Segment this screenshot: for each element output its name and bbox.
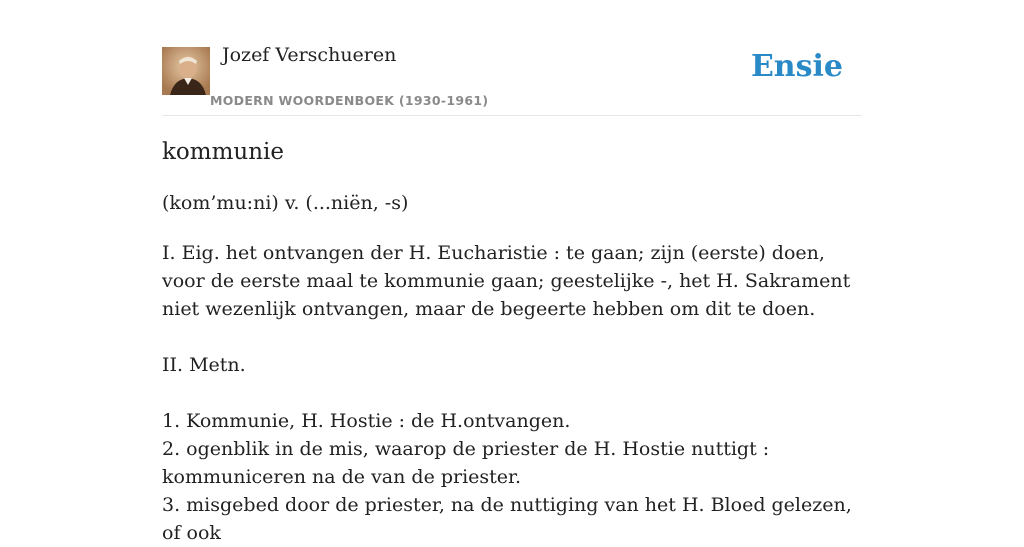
definition-paragraph: I. Eig. het ontvangen der H. Eucharistie : te gaan; zijn (eerste) doen, voor de eerste maal te kommunie gaan; geestelijke -, het H. Sakrament niet wezenlijk ontvangen, maar de begeerte hebben om dit te doen. [162,242,851,320]
definition-item: 3. misgebed door de priester, na de nuttiging van het H. Bloed gelezen, of ook [162,494,852,544]
entry-definition [162,239,862,547]
entry-header [162,0,862,116]
definition-paragraph: II. Metn. [162,354,246,376]
entry-term: kommunie [162,139,284,165]
ensie-logo[interactable]: Ensie [750,49,843,84]
source-dictionary[interactable]: MODERN WOORDENBOEK (1930-1961) [210,93,489,108]
author-avatar[interactable] [162,47,210,95]
author-name[interactable]: Jozef Verschueren [222,44,397,66]
definition-item: 2. ogenblik in de mis, waarop de priester de H. Hostie nuttigt : kommuniceren na de van de priester. [162,438,770,488]
entry-page [162,0,862,544]
portrait-icon [162,47,210,95]
definition-item: 1. Kommunie, H. Hostie : de H.ontvangen. [162,410,571,432]
entry-pronunciation: (kom’mu:ni) v. (...niën, -s) [162,192,409,214]
